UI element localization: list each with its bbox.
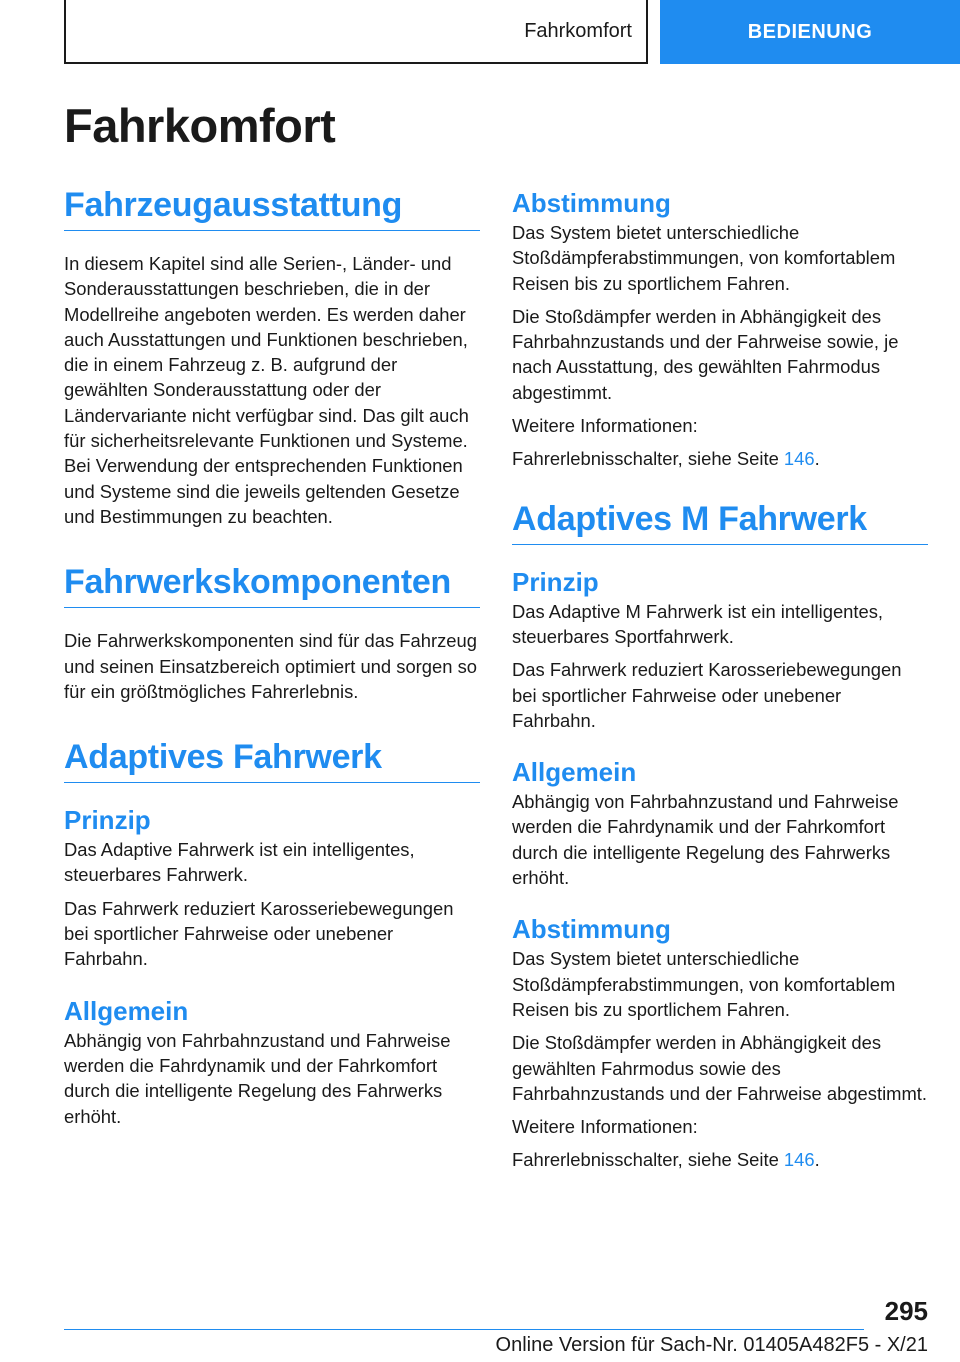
page-title: Fahrkomfort bbox=[64, 99, 336, 152]
page-link-146[interactable]: 146 bbox=[783, 1149, 815, 1171]
subheading-allgemein: Allgemein bbox=[64, 995, 189, 1026]
paragraph-abstimmung-2c: Weitere Informationen: bbox=[512, 1116, 698, 1138]
heading-adaptives-fahrwerk: Adaptives Fahrwerk bbox=[64, 738, 480, 783]
subheading-abstimmung-2: Abstimmung bbox=[512, 914, 671, 945]
paragraph-abstimmung-2b: Die Stoßdämpfer werden in Abhängigkeit des gewählten Fahrmodus sowie des Fahrbahnzustands und der Fahrweise abgestimmt. bbox=[512, 1032, 928, 1104]
paragraph-fahrzeugausstattung: In diesem Kapitel sind alle Serien-, Länder- und Sonderausstattungen beschrieben, die in der Modellreihe angeboten werden. Es werden daher auch Ausstattungen und Funktionen beschrieben, die in einem Fahrzeug z. B. aufgrund der gewählten Sonderausstattung oder der Ländervariante nicht verfügbar sind. Das gilt auch für sicherheitsrelevante Funktionen und Systeme. Bei Verwendung der entsprechenden Funktionen und Systeme sind die jeweils geltenden Gesetze und Bestimmungen zu beachten. bbox=[64, 253, 469, 527]
paragraph-abstimmung-1b: Die Stoßdämpfer werden in Abhängigkeit des Fahrbahnzustands und der Fahrweise sowie, je nach Ausstattung, des gewählten Fahrmodus abgestimmt. bbox=[512, 305, 899, 403]
subheading-abstimmung-1: Abstimmung bbox=[512, 188, 671, 218]
header-section-label: Fahrkomfort bbox=[64, 0, 648, 64]
paragraph-prinzip-1: Das Adaptive Fahrwerk ist ein intelligentes, steuerbares Fahrwerk. bbox=[64, 839, 415, 886]
paragraph-abstimmung-2a: Das System bietet unterschiedliche Stoßdämpferabstimmungen, von komfortablem Reisen bis zu sportlichem Fahren. bbox=[512, 948, 896, 1020]
paragraph-allgemein: Abhängig von Fahrbahnzustand und Fahrweise werden die Fahrdynamik und der Fahrkomfort durch die intelligente Regelung des Fahrwerks erhöht. bbox=[512, 791, 899, 889]
header-chapter-tab: BEDIENUNG bbox=[660, 0, 960, 64]
subheading-prinzip: Prinzip bbox=[512, 566, 599, 597]
page-number: 295 bbox=[884, 1296, 928, 1326]
subheading-allgemein: Allgemein bbox=[512, 757, 637, 788]
page-link-146[interactable]: 146 bbox=[783, 448, 815, 470]
paragraph-abstimmung-1a: Das System bietet unterschiedliche Stoßdämpferabstimmungen, von komfortablem Reisen bis zu sportlichem Fahren. bbox=[512, 222, 896, 294]
paragraph-abstimmung-1c: Weitere Informationen: bbox=[512, 415, 698, 437]
footer-divider bbox=[64, 1329, 864, 1330]
cross-reference-2 bbox=[512, 1147, 928, 1172]
left-column bbox=[64, 186, 480, 1129]
right-column bbox=[512, 186, 928, 1173]
footer-online-version: Online Version für Sach-Nr. 01405A482F5 - X/21 bbox=[495, 1334, 928, 1356]
cross-reference-dot: . bbox=[814, 448, 820, 470]
cross-reference-1 bbox=[512, 446, 928, 471]
paragraph-prinzip-2: Das Fahrwerk reduziert Karosseriebewegungen bei sportlicher Fahrweise oder unebener Fahrbahn. bbox=[64, 897, 454, 970]
heading-fahrzeugausstattung: Fahrzeugausstattung bbox=[64, 186, 480, 231]
paragraph-fahrwerkskomponenten: Die Fahrwerkskomponenten sind für das Fahrzeug und seinen Einsatzbereich optimiert und sorgen so für ein größtmögliches Fahrerlebnis. bbox=[64, 630, 478, 702]
cross-reference-dot: . bbox=[814, 1149, 820, 1171]
paragraph-allgemein: Abhängig von Fahrbahnzustand und Fahrweise werden die Fahrdynamik und der Fahrkomfort durch die intelligente Regelung des Fahrwerks erhöht. bbox=[64, 1029, 451, 1127]
heading-adaptives-m-fahrwerk: Adaptives M Fahrwerk bbox=[512, 500, 928, 545]
paragraph-prinzip-2: Das Fahrwerk reduziert Karosseriebewegungen bei sportlicher Fahrweise oder unebener Fahrbahn. bbox=[512, 659, 902, 731]
cross-reference-text: Fahrerlebnisschalter, siehe Seite bbox=[512, 448, 784, 470]
subheading-prinzip: Prinzip bbox=[64, 805, 151, 836]
paragraph-prinzip-1: Das Adaptive M Fahrwerk ist ein intelligentes, steuerbares Sportfahrwerk. bbox=[512, 600, 884, 647]
heading-fahrwerkskomponenten: Fahrwerkskomponenten bbox=[64, 563, 480, 608]
cross-reference-text: Fahrerlebnisschalter, siehe Seite bbox=[512, 1149, 784, 1171]
